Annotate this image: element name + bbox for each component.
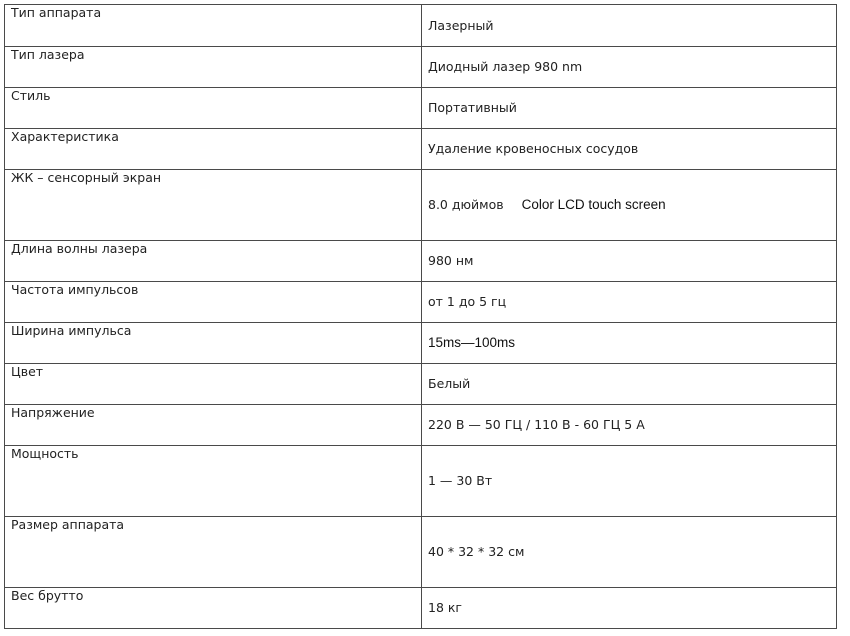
row-value xyxy=(422,170,837,241)
table-row xyxy=(5,364,837,405)
row-label: Ширина импульса xyxy=(5,323,422,364)
value-pulse-width: 15ms—100ms xyxy=(428,335,516,350)
row-label: Тип аппарата xyxy=(5,5,422,47)
row-value: 220 В — 50 ГЦ / 110 В - 60 ГЦ 5 А xyxy=(422,405,837,446)
value-size: 8.0 дюймов xyxy=(428,197,504,212)
row-label: ЖК – сенсорный экран xyxy=(5,170,422,241)
row-value: Удаление кровеносных сосудов xyxy=(422,129,837,170)
table-row xyxy=(5,170,837,241)
row-value: Лазерный xyxy=(422,5,837,47)
row-label: Вес брутто xyxy=(5,588,422,629)
table-row xyxy=(5,446,837,517)
row-label: Тип лазера xyxy=(5,47,422,88)
row-value: Белый xyxy=(422,364,837,405)
row-value: 40 * 32 * 32 см xyxy=(422,517,837,588)
row-value xyxy=(422,323,837,364)
table-row xyxy=(5,282,837,323)
row-label: Размер аппарата xyxy=(5,517,422,588)
row-value: 1 — 30 Вт xyxy=(422,446,837,517)
table-row xyxy=(5,5,837,47)
row-label: Напряжение xyxy=(5,405,422,446)
table-row xyxy=(5,129,837,170)
table-row xyxy=(5,323,837,364)
row-value: Диодный лазер 980 nm xyxy=(422,47,837,88)
row-label: Длина волны лазера xyxy=(5,241,422,282)
table-row xyxy=(5,88,837,129)
table-row xyxy=(5,405,837,446)
row-value: 18 кг xyxy=(422,588,837,629)
row-value: от 1 до 5 гц xyxy=(422,282,837,323)
row-value: Портативный xyxy=(422,88,837,129)
table-row xyxy=(5,241,837,282)
row-label: Характеристика xyxy=(5,129,422,170)
row-label: Мощность xyxy=(5,446,422,517)
specifications-table xyxy=(4,4,837,629)
row-value: 980 нм xyxy=(422,241,837,282)
table-row xyxy=(5,588,837,629)
row-label: Стиль xyxy=(5,88,422,129)
row-label: Частота импульсов xyxy=(5,282,422,323)
value-screen-type: Color LCD touch screen xyxy=(521,197,666,212)
row-label: Цвет xyxy=(5,364,422,405)
table-row xyxy=(5,517,837,588)
table-row xyxy=(5,47,837,88)
